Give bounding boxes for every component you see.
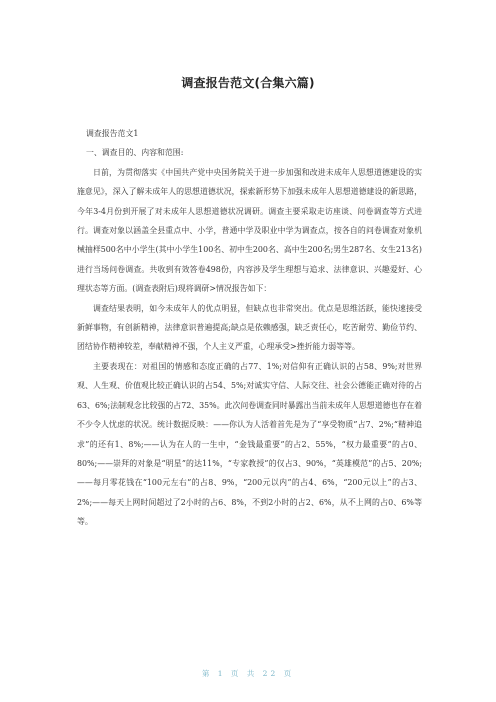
page-footer: 第 1 页 共 22 页	[201, 669, 295, 678]
document-body	[77, 124, 422, 532]
paragraph-3: 主要表现在：对祖国的情感和态度正确的占77、1%;对信仰有正确认识的占58、9%;对世界观、人生观、价值观比较正确认识的占54、5%;对诚实守信、人际交往、社会公德能正确对待的占63、6%;法制观念比较强的占72、35%。此次问卷调查同时暴露出当前未成年人思想道德也存在着不少令人忧虑的状况。统计数据反映：——你认为人活着首先是为了“享受物质”占7、2%;“精神追求”的还有1、8%;——认为在人的一生中，“金钱最重要”的占2、55%，“权力最重要”的占0、80%;——崇拜的对象是“明星”的达11%，“专家教授”的仅占3、90%，“英雄模范”的占5、20%;——每月零花钱在“100元左右”的占8、9%，“200元以内”的占4、6%，“200元以上”的占3、2%;——每天上网时间超过了2小时的占6、8%，不到2小时的占2、6%，从不上网的占0、6%等等。	[77, 361, 422, 527]
document-title: 调查报告范文(合集六篇)	[181, 76, 315, 90]
paragraph-1: 日前，为贯彻落实《中国共产党中央国务院关于进一步加强和改进未成年人思想道德建设的实施意见》，深入了解未成年人的思想道德状况，探索新形势下加强未成年人思想道德建设的新思路，今年3-4月份到开展了对未成年人思想道德状况调研。调查主要采取走访座谈、问卷调查等方式进行。调查对象以涵盖全县重点中、小学，普通中学及职业中学为调查点，按各自的问卷调查对象机械抽样500名中小学生(其中小学生100名、初中生200名、高中生200名;男生287名、女生213名)进行当场问卷调查。共收到有效答卷498份，内容涉及学生理想与追求、法律意识、兴趣爱好、心理状态等方面。(调查表附后)现将调研>情况报告如下：	[77, 167, 422, 294]
section-heading: 调查报告范文1	[86, 129, 139, 138]
paragraph-2: 调查结果表明，如今未成年人的优点明显，但缺点也非常突出。优点是思维活跃，能快速接受新鲜事物，有创新精神，法律意识普遍提高;缺点是依赖感强，缺乏责任心，吃苦耐劳、勤俭节约、团结协作精神较差，奉献精神不强，个人主义严重，心理承受>挫折能力弱等等。	[77, 303, 422, 352]
subheading: 一、调查目的、内容和范围:	[86, 148, 184, 158]
